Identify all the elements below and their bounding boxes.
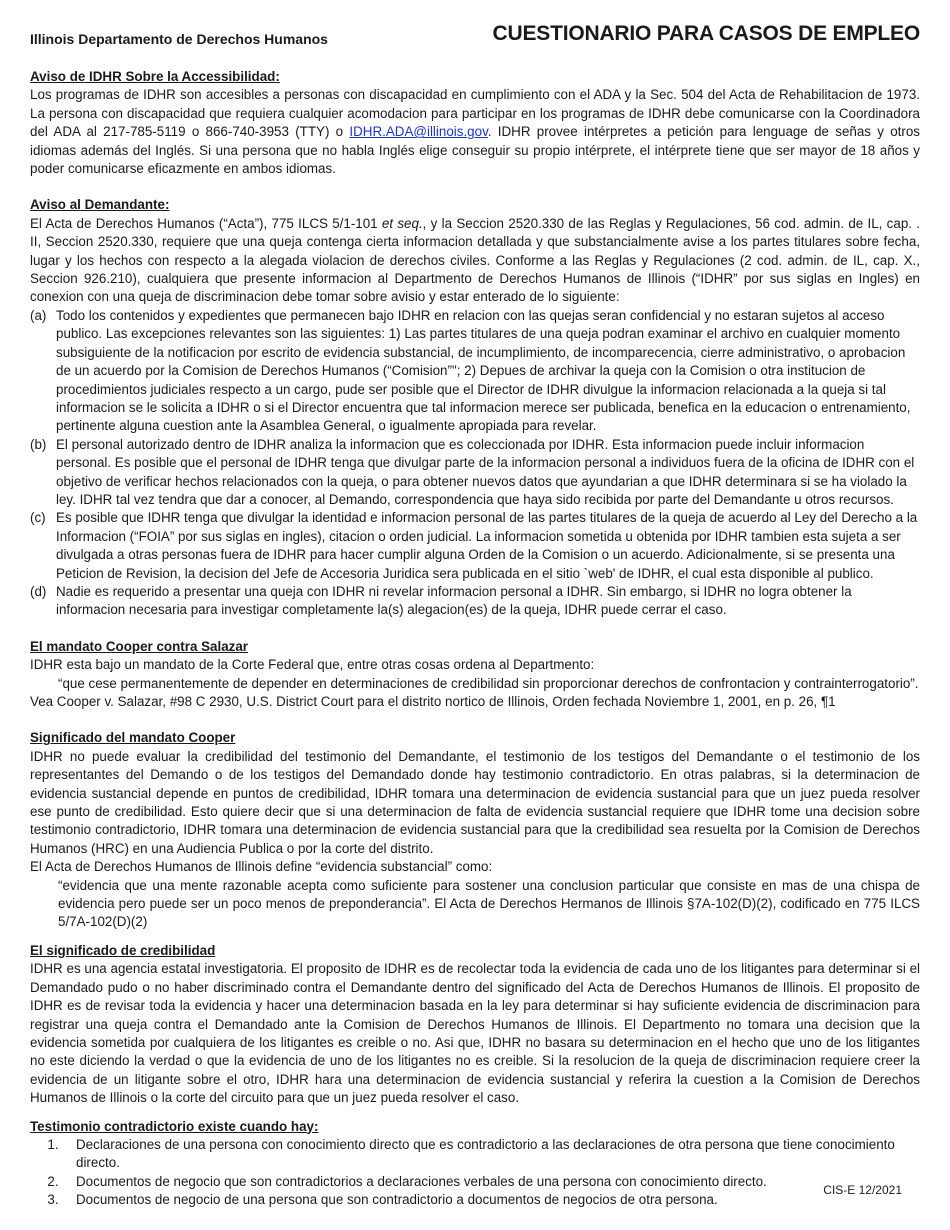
list-item: [30, 1191, 920, 1209]
credibility-title: El significado de credibilidad: [30, 942, 216, 958]
list-item-text: Declaraciones de una persona con conocimiento directo que es contradictorio a las declaraciones de otra persona que tiene conocimiento directo.: [76, 1136, 895, 1171]
agency-name: Illinois Departamento de Derechos Humanos: [30, 31, 328, 47]
cooper-quote: “que cese permanentemente de depender en determinaciones de credibilidad sin proporcionar derechos de confrontacion y contrainterrogatorio”.: [58, 675, 919, 691]
meaning-title: Significado del mandato Cooper: [30, 730, 236, 746]
credibility-text: IDHR es una agencia estatal investigatoria. El proposito de IDHR es de recolectar toda la evidencia de cada uno de los litigantes para determinar si el Demandado pudo o no haber discriminado contra el Demandante dentro del significado del Acta de Derechos Humanos de Illinois. El proposito de IDHR es de revisar toda la evidencia y hacer una determinacion basada en la ley para determinar si hay suficiente evidencia de discriminacion para registrar una queja contra el Demandado ante la Comision de Derechos Humanos de Illinois. El Departmento no tomara una decision que la evidencia sometida por cualquiera de los litigantes es creible o no. Asi que, IDHR no basara su determinacion en el hecho que uno de los litigantes no este diciendo la verdad o que la evidencia de uno de los litigantes no es creible. Si la resolucion de la queja de discriminacion requiere creer la evidencia de un litigante sobre el otro, IDHR hara una determinacion de evidencia sustancial y referira la cuestion a la Comision de Derechos Humanos de Illinois o la corte del circuito para que un juez pueda resolver el caso.: [30, 961, 920, 1106]
cooper-citation: Vea Cooper v. Salazar, #98 C 2930, U.S. District Court para el distrito nortico de Illinois, Orden fechada Noviembre 1, 2001, en p. 26, ¶1: [30, 694, 836, 709]
document-title: CUESTIONARIO PARA CASOS DE EMPLEO: [492, 22, 920, 45]
notice-item: [30, 436, 920, 510]
notice-intro-part2: , y la Seccion 2520.330 de las Reglas y Regulaciones, 56 cod. admin. de IL, cap. . II, Seccion 2520.330, requiere que una queja contenga cierta informacion detallada y que substancialmente avise a los partes titulares sobre fecha, lugar y los hechos con respecto a la alegada violacion de derechos civiles. Conforme a las Reglas y Regulaciones (2 cod. admin. de IL, cap. X., Seccion 926.210), cualquiera que presente informacion al Departmento de Derechos Humanos de Illinois (“IDHR” por sus siglas en Ingles) en conexion con una queja de discriminacion debe tomar sobre avisio y estar enterado de lo siguiente:: [30, 215, 920, 305]
list-item-number: 3.: [47, 1192, 59, 1208]
contradictory-section: [30, 1118, 920, 1210]
list-item: [30, 1173, 920, 1191]
meaning-section: [30, 729, 920, 931]
notice-item-mark: (b): [30, 436, 47, 452]
ada-email-link[interactable]: IDHR.ADA@illinois.gov: [349, 124, 488, 140]
list-item-text: Documentos de negocio de una persona que son contradictorio a documentos de negocios de otra persona.: [76, 1192, 718, 1208]
meaning-define-line: El Acta de Derechos Humanos de Illinois define “evidencia substancial” como:: [30, 859, 493, 875]
notice-item-text: Todo los contenidos y expedientes que permanecen bajo IDHR en relacion con las quejas seran confidencial y no estaran sujetos al acceso publico. Las excepciones relevantes son las siguientes: 1) Las partes titulares de una queja podran examinar el archivo en cualquier momento subsiguiente de la notificacion por escrito de evidencia substancial, de incumplimiento, de incomparecencia, cierre administrativo, o aprobacion de un acuerdo por la Comision de Derechos Humanos (“Comision”"; 2) Depues de archivar la queja con la Comision o otra institucion de procedimientos judiciales respecto a un cargo, pude ser posible que el Director de IDHR divulgue la informacion relacionada a la queja si tal informacion se le solicita a IDHR o si el Director encuentra que tal informacion merece ser publicada, benefica en la educacion o entrenamiento, pertinente alguna cuestion ante la Asamblea General, o igualmente apropiada para revelar.: [56, 307, 911, 434]
form-id: CIS-E 12/2021: [823, 1183, 902, 1197]
notice-item-mark: (d): [30, 583, 47, 599]
notice-item-mark: (a): [30, 307, 47, 323]
cooper-title: El mandato Cooper contra Salazar: [30, 638, 249, 654]
cooper-line: IDHR esta bajo un mandato de la Corte Federal que, entre otras cosas ordena al Departmento:: [30, 657, 595, 673]
notice-item-mark: (c): [30, 510, 46, 526]
accessibility-text-part1: Los programas de IDHR son accesibles a personas con discapacidad en cumplimiento con el ADA y la Sec. 504 del Acta de Rehabilitacion de 1973. La persona con discapacidad que requiera cualquier acomodacion para participar en los programas de IDHR debe comunicarse con la Coordinadora del ADA al 217-785-5119 o 866-740-3953 (TTY) o: [30, 87, 920, 140]
notice-item-text: Nadie es requerido a presentar una queja con IDHR ni revelar informacion personal a IDHR. Sin embargo, si IDHR no logra obtener la informacion necesaria para investigar completamente la(s) alegacion(es) de la queja, IDHR puede cerrar el caso.: [56, 583, 852, 618]
list-item-number: 2.: [47, 1173, 59, 1189]
meaning-quote: “evidencia que una mente razonable acepta como suficiente para sostener una conclusion particular que consiste en mas de una chispa de evidencia pero puede ser un poco menos de preponderancia”. El Acta de Derechos Hermanos de Illinois §7A-102(D)(2), codificado en 775 ILCS 5/7A-102(D)(2): [58, 877, 920, 930]
notice-intro: [30, 215, 920, 307]
document-header: [30, 24, 920, 60]
contradictory-list: [30, 1136, 920, 1210]
accessibility-title: Aviso de IDHR Sobre la Accessibilidad:: [30, 69, 280, 84]
credibility-section: [30, 942, 920, 1108]
accessibility-text: [30, 86, 920, 178]
notice-item: [30, 509, 920, 583]
accessibility-section: [30, 68, 920, 178]
meaning-text: IDHR no puede evaluar la credibilidad del testimonio del Demandante, el testimonio de los testigos del Demandante o el testimonio de los representantes del Demando o de los testigos del Demandado donde hay testimonio contradictorio. En otras palabras, si la determinacion de evidencia sustancial depende en puntos de credibilidad, IDHR tomara una determinacion de evidencia sustancial para que un juez pueda resolver ese punto de credibilidad. Esto quiere decir que si una determinacion de falta de evidencia sustancial requiere que IDHR tome una decision sobre testimonio contradictorio, IDHR tomara una determinacion de evidencia sustancial para que la credibilidad sea resuelta por la Comision de Derechos Humanos (HRC) en una Audiencia Publica o por la corte del distrito.: [30, 748, 920, 856]
accessibility-text-part2: . IDHR provee intérpretes a petición para lenguage de señas y otros idiomas además del Inglés. Si una persona que no habla Inglés elige conseguir su propio intérprete, el intérprete tiene que ser mayor de 18 años y poder comunicarse eficazmente en ambos idiomas.: [30, 124, 921, 177]
list-item-text: Documentos de negocio que son contradictorios a declaraciones verbales de una persona con conocimiento directo.: [76, 1173, 767, 1189]
notice-section: [30, 196, 920, 619]
contradictory-title: Testimonio contradictorio existe cuando hay:: [30, 1118, 319, 1134]
list-item: [30, 1136, 920, 1173]
notice-item: [30, 307, 920, 436]
notice-item: [30, 583, 920, 620]
cooper-section: [30, 638, 920, 712]
notice-item-text: Es posible que IDHR tenga que divulgar la identidad e informacion personal de las partes titulares de la queja de acuerdo al Ley del Derecho a la Informacion (“FOIA” por sus siglas en ingles), citacion o orden judicial. La informacion sometida u obtenida por IDHR tambien esta sujeta a ser divulgada a otras personas fuera de IDHR para hacer cumplir alguna Orden de la Comision o un acuerdo. Adicionalmente, si se presenta una Peticion de Revision, la decision del Jefe de Accesoria Juridica sera publicada en el sitio `web' de IDHR, el cual esta disponible al publico.: [56, 510, 918, 581]
list-item-number: 1.: [47, 1136, 59, 1152]
notice-intro-emphasis: et seq.: [381, 215, 423, 231]
notice-intro-part1: El Acta de Derechos Humanos (“Acta”), 775 ILCS 5/1-101: [30, 215, 382, 231]
notice-item-text: El personal autorizado dentro de IDHR analiza la informacion que es coleccionada por IDHR. Esta informacion puede incluir informacion personal. Es posible que el personal de IDHR tenga que divulgar parte de la informacion personal a individuos fuera de la oficina de IDHR con el objetivo de verificar hechos relacionados con la queja, o para obtener nuevos datos que ayundarian a que IDHR determinara si se ha violado la ley. IDHR tal vez tendra que dar a conocer, al Demando, correspondencia que haya sido recibida por parte del Demandante u otros recursos.: [56, 436, 915, 507]
notice-title: Aviso al Demandante:: [30, 197, 170, 213]
